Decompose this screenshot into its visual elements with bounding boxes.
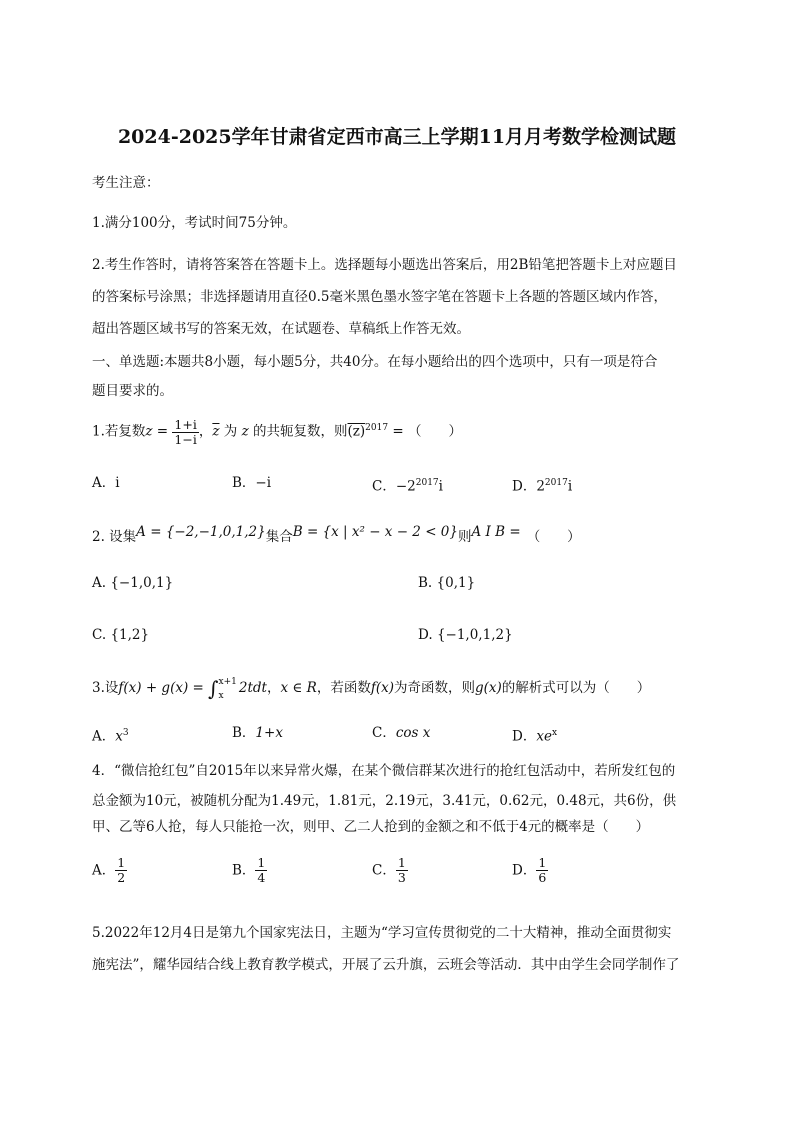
q4-option-a-label: A． (92, 862, 116, 879)
q1-text-conjugate: 的共轭复数，则 (248, 423, 348, 440)
q4-option-b-den: 4 (257, 870, 266, 885)
question-5-line-1: 5.2022年12月4日是第九个国家宪法日，主题为“学习宣传贯彻党的二十大精神，推动全面贯彻实 (92, 925, 672, 941)
q1-option-d-exp: 2017 (544, 478, 568, 488)
q1-sep: ， (198, 423, 213, 440)
question-4-line-1: 4．“微信抢红包”自2015年以来异常火爆，在某个微信群某次进行的抢红包活动中，若所发红包的 (92, 763, 676, 779)
q1-option-c-label: C． (372, 478, 396, 495)
q3-integral-lower: x (218, 690, 224, 701)
q2-text-then: 则 (457, 529, 472, 545)
question-4-line-2: 总金额为10元，被随机分配为1.49元，1.81元，2.19元，3.41元，0.62元，0.48元，共6份，供 (92, 793, 677, 809)
q1-option-a-label: A． (92, 475, 116, 491)
q2-option-d-value: {−1,0,1,2} (436, 627, 513, 643)
q3-text-odd: 为奇函数，则 (394, 680, 475, 696)
q2-option-b-value: {0,1} (436, 575, 476, 591)
q2-option-c-label: C. (92, 627, 107, 643)
q3-option-b-label: B． (232, 725, 256, 741)
question-2-stem (92, 524, 581, 546)
q1-equals: = (152, 423, 173, 440)
q4-option-b-label: B． (232, 862, 256, 879)
q4-option-c-label: C． (372, 862, 396, 879)
q1-option-a (92, 474, 120, 492)
q1-option-d-label: D． (512, 478, 537, 495)
q4-option-c-den: 3 (397, 870, 406, 885)
q2-set-b: B = {x | x² − x − 2 < 0} (292, 524, 458, 540)
q3-tail: 的解析式可以为（ ） (501, 680, 651, 696)
q3-lhs: f(x) + g(x) = (118, 680, 209, 696)
q3-option-a-value: x (115, 728, 123, 745)
q2-option-a-value: {−1,0,1} (110, 575, 174, 591)
q1-var-zbar: $\overline{z}$ (212, 423, 220, 440)
q3-integral-upper: x+1 (218, 676, 237, 687)
notice-2-line-2: 的答案标号涂黑；非选择题请用直径0.5毫米黑色墨水签字笔在答题卡上各题的答题区域内作答， (92, 289, 667, 305)
q1-power-exponent: 2017 (365, 423, 389, 433)
q3-option-b (232, 724, 283, 742)
question-4-line-3: 甲、乙等6人抢，每人只能抢一次，则甲、乙二人抢到的金额之和不低于4元的概率是（ ） (92, 819, 650, 835)
integral-sign-icon: ∫ (208, 676, 219, 701)
q2-option-a-label: A. (92, 575, 107, 591)
q4-option-b (232, 856, 267, 885)
notice-heading: 考生注意： (92, 175, 160, 191)
q3-integrand: 2tdt (238, 680, 267, 696)
q4-option-c-fraction (396, 856, 408, 885)
q1-option-d-suffix: i (567, 478, 573, 495)
q4-option-d-den: 6 (538, 870, 547, 885)
q4-option-c (372, 856, 408, 885)
q3-fx: f(x) (370, 680, 394, 696)
q1-option-c-suffix: i (438, 478, 443, 495)
q2-option-d (418, 626, 513, 644)
q3-gx: g(x) (475, 680, 502, 696)
q1-var-z: z (145, 423, 153, 440)
q2-expression: A I B = (471, 524, 521, 540)
q1-var-z-2: z (241, 423, 249, 440)
q4-option-d-fraction (536, 856, 548, 885)
q1-fraction-denominator: 1−i (174, 431, 197, 447)
q1-option-b-label: B． (232, 475, 256, 491)
section-1-heading-line-2: 题目要求的。 (92, 383, 173, 399)
q4-option-b-fraction (255, 856, 267, 885)
q2-set-a: A = {−2,−1,0,1,2} (136, 524, 266, 540)
q3-option-d-value: xe (536, 728, 552, 745)
notice-2-line-1: 2.考生作答时，请将答案答在答题卡上。选择题每小题选出答案后，用2B铅笔把答题卡上对应题目 (92, 257, 677, 273)
q3-text-if: ，若函数 (316, 680, 371, 696)
q1-tail: = （ ） (388, 423, 462, 440)
q4-option-d-num: 1 (538, 855, 547, 870)
q1-option-c (372, 474, 443, 496)
q1-fraction-numerator: 1+i (174, 416, 197, 432)
q3-domain: x ∈ R (280, 680, 317, 696)
q3-option-d (512, 724, 557, 746)
q1-option-a-value: i (115, 475, 120, 491)
q3-option-c-value: cos x (395, 725, 431, 741)
q2-option-c (92, 626, 149, 644)
q3-option-d-exp: x (551, 728, 558, 738)
question-5-line-2: 施宪法”，耀华园结合线上教育教学模式，开展了云升旗，云班会等活动．其中由学生会同学制作了 (92, 957, 680, 973)
q4-option-c-num: 1 (397, 855, 406, 870)
q4-option-d (512, 856, 548, 885)
q3-option-c-label: C． (372, 725, 396, 741)
q4-option-d-label: D． (512, 862, 537, 879)
question-3-stem (92, 674, 650, 703)
q1-option-d-value: 2 (536, 478, 545, 495)
q2-option-b (418, 574, 475, 592)
q3-prefix: 3.设 (92, 680, 119, 696)
q2-option-c-value: {1,2} (110, 627, 150, 643)
page-title: 2024-2025学年甘肃省定西市高三上学期11月月考数学检测试题 (117, 126, 677, 148)
q3-option-b-value: 1+x (255, 725, 283, 741)
q1-option-c-value: −2 (395, 478, 416, 495)
q2-prefix: 2. 设集 (92, 529, 137, 545)
q4-option-a-num: 1 (117, 855, 126, 870)
question-1-stem (92, 414, 462, 447)
notice-1: 1.满分100分，考试时间75分钟。 (92, 215, 297, 231)
q2-option-a (92, 574, 173, 592)
notice-2-line-3: 超出答题区域书写的答案无效，在试题卷、草稿纸上作答无效。 (92, 321, 470, 337)
q2-option-d-label: D. (418, 627, 433, 643)
q4-option-a-den: 2 (117, 870, 126, 885)
q1-fraction (172, 418, 198, 447)
q3-option-a (92, 724, 129, 746)
q3-option-a-exp: 3 (122, 728, 129, 738)
q1-option-d (512, 474, 572, 496)
q2-option-b-label: B. (418, 575, 433, 591)
q3-sep: ， (266, 680, 281, 696)
q3-option-a-label: A． (92, 728, 116, 745)
q1-power-base: (z) (347, 423, 366, 440)
q1-option-c-exp: 2017 (415, 478, 439, 488)
q4-option-b-num: 1 (257, 855, 266, 870)
q3-option-c (372, 724, 430, 742)
q1-prefix: 1.若复数 (92, 423, 146, 440)
q2-text-set: 集合 (265, 529, 293, 545)
q3-option-d-label: D． (512, 728, 537, 745)
q2-tail: （ ） (526, 529, 581, 545)
q4-option-a-fraction (115, 856, 127, 885)
q1-option-b (232, 474, 271, 492)
q1-option-b-value: −i (255, 475, 272, 491)
section-1-heading-line-1: 一、单选题:本题共8小题，每小题5分，共40分。在每小题给出的四个选项中，只有一项是符合 (92, 354, 658, 370)
q3-integral-limits (219, 675, 237, 703)
q1-text-wei: 为 (219, 423, 242, 440)
q4-option-a (92, 856, 127, 885)
